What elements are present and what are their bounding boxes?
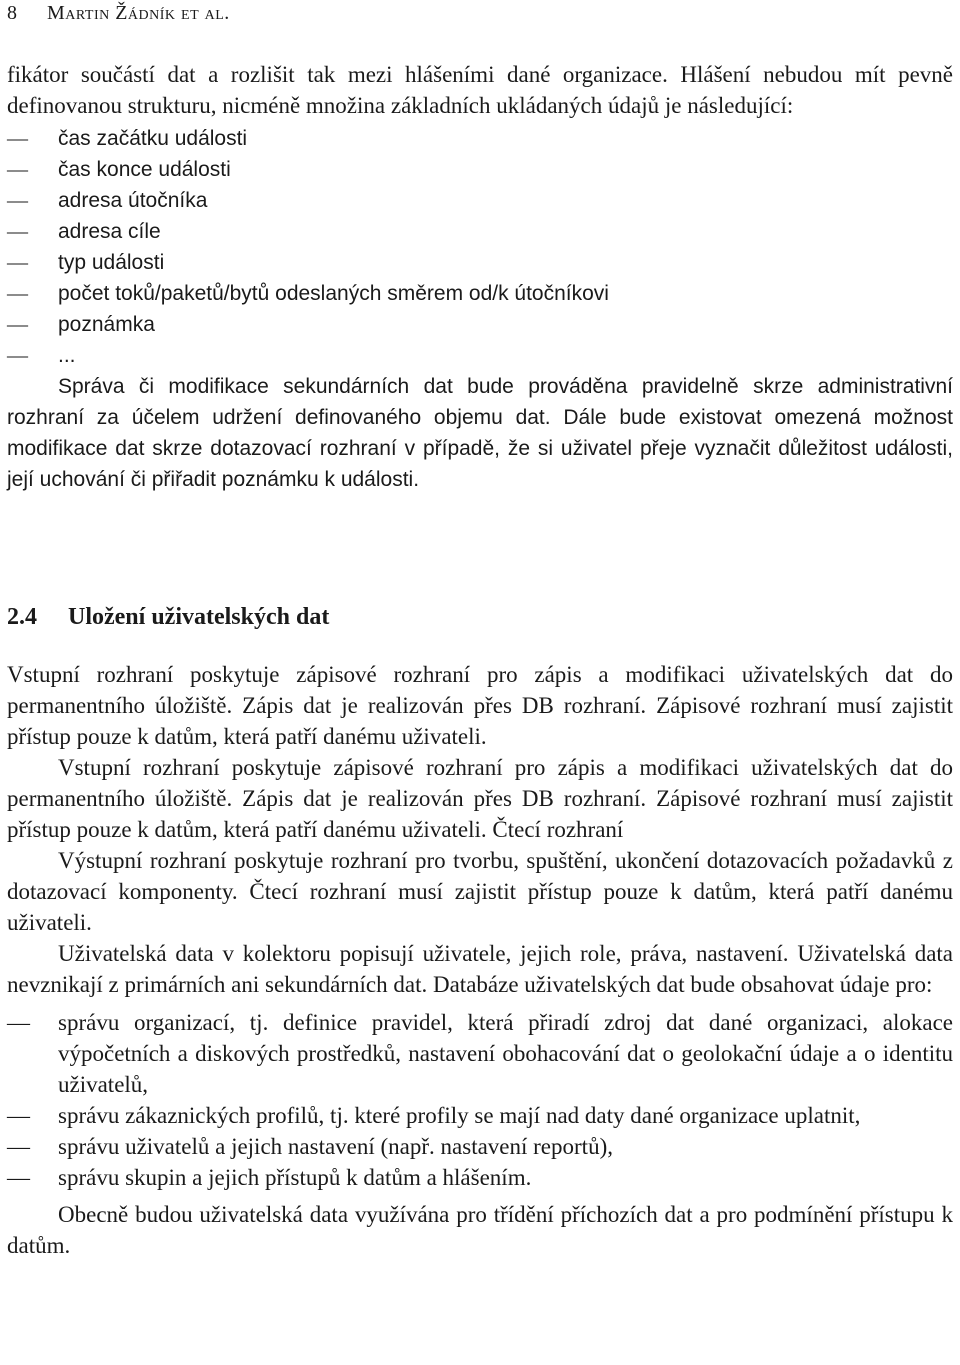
section-24-body [7, 659, 953, 1261]
list-dash: — [7, 157, 28, 181]
list-item: — správu zákaznických profilů, tj. které profily se mají nad daty dané organizace uplatnit, [7, 1100, 953, 1131]
management-paragraph: Správa či modifikace sekundárních dat bude prováděna pravidelně skrze administrativní rozhraní za účelem udržení definovaného objemu dat. Dále bude existovat omezená možnost modifikace dat skrze dotazovací rozhraní v případě, že si uživatel přeje vyznačit důležitost události, její uchování či přiřadit poznámku k události. [7, 375, 953, 491]
running-header-authors: Martin Žádník et al. [47, 2, 230, 24]
list-dash: — [7, 312, 28, 336]
list-item: — ... [7, 340, 953, 371]
page-number: 8 [7, 2, 18, 24]
closing-paragraph: Obecně budou uživatelská data využívána pro třídění příchozích dat a pro podmínění přístupu k datům. [7, 1202, 953, 1258]
list-dash: — [7, 1010, 30, 1035]
list-item: — správu organizací, tj. definice pravidel, která přiradí zdroj dat dané organizaci, alokace výpočetních a diskových prostředků, nastavení obohacování dat o geolokační údaje a o identitu uživatelů, [7, 1007, 953, 1100]
paragraph: Uživatelská data v kolektoru popisují uživatele, jejich role, práva, nastavení. Uživatelská data nevznikají z primárních ani sekundárních dat. Databáze uživatelských dat bude obsahovat údaje pro: [7, 941, 953, 997]
list-item: — čas začátku události [7, 123, 953, 154]
list-item: — adresa cíle [7, 216, 953, 247]
list-item: — čas konce události [7, 154, 953, 185]
list-dash: — [7, 1103, 30, 1128]
list-item: — počet toků/paketů/bytů odeslaných směrem od/k útočníkovi [7, 278, 953, 309]
intro-paragraph: fikátor součástí dat a rozlišit tak mezi hlášeními dané organizace. Hlášení nebudou mít pevně definovanou strukturu, nicméně množina základních ukládaných údajů je následující: [7, 62, 953, 118]
event-fields-list [7, 123, 953, 371]
running-header [7, 2, 230, 25]
list-dash: — [7, 250, 28, 274]
paragraph: Výstupní rozhraní poskytuje rozhraní pro tvorbu, spuštění, ukončení dotazovacích požadavků z dotazovací komponenty. Čtecí rozhraní musí zajistit přístup pouze k datům, která patří danému uživateli. [7, 848, 953, 935]
section-title: Uložení uživatelských dat [68, 604, 330, 630]
paragraph: Vstupní rozhraní poskytuje zápisové rozhraní pro zápis a modifikaci uživatelských dat do permanentního úložiště. Zápis dat je realizován přes DB rozhraní. Zápisové rozhraní musí zajistit přístup pouze k datům, která patří danému uživateli. Čtecí rozhraní [7, 755, 953, 842]
list-dash: — [7, 343, 28, 367]
list-dash: — [7, 1165, 30, 1190]
list-dash: — [7, 126, 28, 150]
list-dash: — [7, 1134, 30, 1159]
section-a-body [7, 59, 953, 495]
list-item: — adresa útočníka [7, 185, 953, 216]
list-item: — poznámka [7, 309, 953, 340]
list-item: — správu uživatelů a jejich nastavení (např. nastavení reportů), [7, 1131, 953, 1162]
list-item: — typ události [7, 247, 953, 278]
section-heading [7, 602, 953, 633]
list-dash: — [7, 281, 28, 305]
list-item: — správu skupin a jejich přístupů k datům a hlášením. [7, 1162, 953, 1193]
section-number: 2.4 [7, 604, 37, 630]
list-dash: — [7, 188, 28, 212]
list-dash: — [7, 219, 28, 243]
paragraph: Vstupní rozhraní poskytuje zápisové rozhraní pro zápis a modifikaci uživatelských dat do permanentního úložiště. Zápis dat je realizován přes DB rozhraní. Zápisové rozhraní musí zajistit přístup pouze k datům, která patří danému uživateli. [7, 662, 953, 749]
user-data-list [7, 1007, 953, 1193]
